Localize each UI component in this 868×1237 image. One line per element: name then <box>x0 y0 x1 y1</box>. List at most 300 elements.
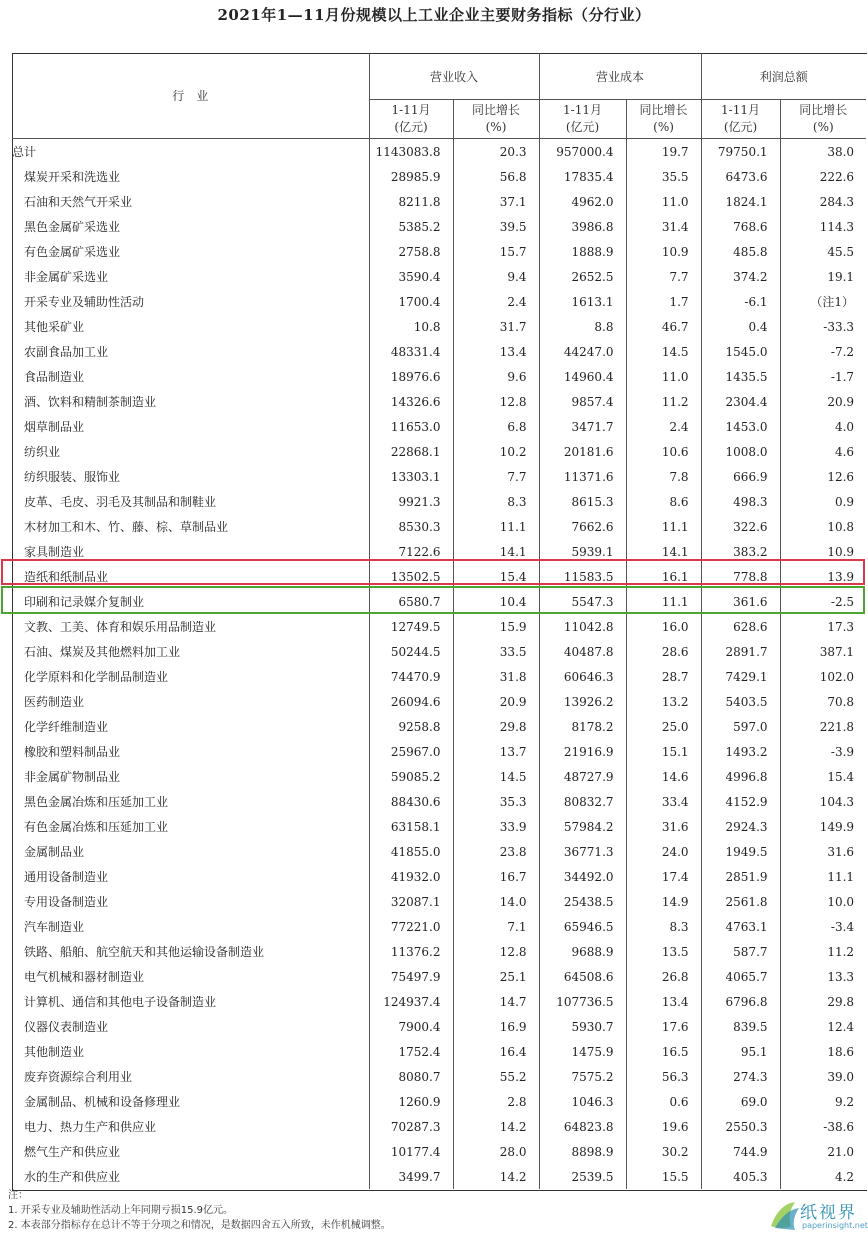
value-cell: 57984.2 <box>539 814 626 839</box>
industry-name: 电力、热力生产和供应业 <box>12 1114 369 1139</box>
value-cell: 60646.3 <box>539 664 626 689</box>
value-cell: 107736.5 <box>539 989 626 1014</box>
industry-name: 文教、工美、体育和娱乐用品制造业 <box>12 614 369 639</box>
table-row <box>12 239 866 264</box>
value-cell: 1888.9 <box>539 239 626 264</box>
value-cell: 9258.8 <box>369 714 453 739</box>
table-body <box>12 139 866 1190</box>
header-revenue: 营业收入 <box>369 53 539 100</box>
table-row <box>12 664 866 689</box>
value-cell: 48727.9 <box>539 764 626 789</box>
value-cell: 744.9 <box>701 1139 780 1164</box>
table-row <box>12 1039 866 1064</box>
value-cell: 28.0 <box>453 1139 539 1164</box>
header-period-value: 1-11月 (亿元) <box>539 100 626 139</box>
industry-name: 水的生产和供应业 <box>12 1164 369 1189</box>
value-cell: 15.4 <box>827 769 855 784</box>
value-cell: 628.6 <box>701 614 780 639</box>
value-cell: 383.2 <box>701 539 780 564</box>
value-cell: 587.7 <box>701 939 780 964</box>
value-cell: -33.3 <box>823 319 855 334</box>
table-row <box>12 939 866 964</box>
industry-name: 黑色金属矿采选业 <box>12 214 369 239</box>
value-cell: 18976.6 <box>369 364 453 389</box>
table-row <box>12 689 866 714</box>
value-cell: 17.4 <box>626 864 701 889</box>
value-cell: 4.2 <box>834 1169 855 1184</box>
logo-subtext: paperinsight.net <box>802 1221 868 1230</box>
value-cell: 274.3 <box>701 1064 780 1089</box>
value-cell: 24.0 <box>626 839 701 864</box>
table-row <box>12 914 866 939</box>
table-row <box>12 739 866 764</box>
value-cell: 8080.7 <box>369 1064 453 1089</box>
value-cell: 4152.9 <box>701 789 780 814</box>
header-period-value: 1-11月 (亿元) <box>369 100 453 139</box>
value-cell: 7122.6 <box>369 539 453 564</box>
value-cell: 25967.0 <box>369 739 453 764</box>
value-cell: 15.1 <box>626 739 701 764</box>
industry-name: 铁路、船舶、航空航天和其他运输设备制造业 <box>12 939 369 964</box>
industry-name: 食品制造业 <box>12 364 369 389</box>
table-row <box>12 1114 866 1139</box>
note-1: 1. 开采专业及辅助性活动上年同期亏损15.9亿元。 <box>8 1205 233 1216</box>
value-cell: -7.2 <box>830 344 855 359</box>
value-cell: 64508.6 <box>539 964 626 989</box>
industry-name: 医药制造业 <box>12 689 369 714</box>
value-cell: 33.9 <box>453 814 539 839</box>
industry-name: 金属制品、机械和设备修理业 <box>12 1089 369 1114</box>
value-cell: -38.6 <box>823 1119 855 1134</box>
value-cell: 7.1 <box>453 914 539 939</box>
value-cell: 2304.4 <box>701 389 780 414</box>
table-row <box>12 389 866 414</box>
value-cell: 1143083.8 <box>369 139 453 165</box>
industry-name: 纺织业 <box>12 439 369 464</box>
table-title: 2021年1—11月份规模以上工业企业主要财务指标（分行业） <box>217 6 651 24</box>
table-row <box>12 139 866 165</box>
value-cell: 36771.3 <box>539 839 626 864</box>
value-cell: 16.9 <box>453 1014 539 1039</box>
value-cell: 1453.0 <box>701 414 780 439</box>
value-cell: 11583.5 <box>539 564 626 589</box>
value-cell: 29.8 <box>827 994 855 1009</box>
table-row <box>12 264 866 289</box>
table-row <box>12 1014 866 1039</box>
value-cell: 7662.6 <box>539 514 626 539</box>
value-cell: 8.3 <box>626 914 701 939</box>
value-cell: 4.6 <box>834 444 855 459</box>
value-cell: 30.2 <box>626 1139 701 1164</box>
value-cell: 8530.3 <box>369 514 453 539</box>
value-cell: 104.3 <box>819 794 855 809</box>
value-cell: 3471.7 <box>539 414 626 439</box>
value-cell: 1752.4 <box>369 1039 453 1064</box>
value-cell: 18.6 <box>827 1044 855 1059</box>
table-row <box>12 839 866 864</box>
value-cell: 11.0 <box>626 189 701 214</box>
value-cell: 485.8 <box>701 239 780 264</box>
industry-name: 通用设备制造业 <box>12 864 369 889</box>
value-cell: 41932.0 <box>369 864 453 889</box>
value-cell: 35.3 <box>453 789 539 814</box>
table-row <box>12 789 866 814</box>
value-cell: 8.3 <box>453 489 539 514</box>
table-row <box>12 964 866 989</box>
table-row <box>12 989 866 1014</box>
value-cell: 41855.0 <box>369 839 453 864</box>
industry-name: 纺织服装、服饰业 <box>12 464 369 489</box>
header-period-value: 1-11月 (亿元) <box>701 100 780 139</box>
logo-text: 纸视界 <box>800 1203 857 1223</box>
value-cell: 17.3 <box>827 619 855 634</box>
value-cell: 56.8 <box>453 164 539 189</box>
value-cell: 11.2 <box>626 389 701 414</box>
value-cell: 15.4 <box>453 564 539 589</box>
value-cell: 839.5 <box>701 1014 780 1039</box>
value-cell: 13502.5 <box>369 564 453 589</box>
header-yoy-growth: 同比增长 (%) <box>780 100 866 139</box>
value-cell: 8.6 <box>626 489 701 514</box>
value-cell: 20.9 <box>827 394 855 409</box>
value-cell: 3986.8 <box>539 214 626 239</box>
value-cell: 2.4 <box>453 289 539 314</box>
value-cell: 2561.8 <box>701 889 780 914</box>
table-row <box>12 289 866 314</box>
value-cell: 1824.1 <box>701 189 780 214</box>
footnotes <box>8 1188 391 1233</box>
table-row <box>12 414 866 439</box>
value-cell: 9.6 <box>453 364 539 389</box>
value-cell: 14.6 <box>626 764 701 789</box>
value-cell: 374.2 <box>701 264 780 289</box>
value-cell: 13926.2 <box>539 689 626 714</box>
value-cell: 44247.0 <box>539 339 626 364</box>
industry-name: 石油、煤炭及其他燃料加工业 <box>12 639 369 664</box>
table-row <box>12 314 866 339</box>
table-row <box>12 189 866 214</box>
value-cell: 31.4 <box>626 214 701 239</box>
value-cell: 7.7 <box>453 464 539 489</box>
value-cell: 4065.7 <box>701 964 780 989</box>
value-cell: 13303.1 <box>369 464 453 489</box>
value-cell: 10.8 <box>369 314 453 339</box>
industry-name: 橡胶和塑料制品业 <box>12 739 369 764</box>
industry-name: 印刷和记录媒介复制业 <box>12 589 369 614</box>
value-cell: 1260.9 <box>369 1089 453 1114</box>
table-row <box>12 364 866 389</box>
value-cell: 284.3 <box>819 194 855 209</box>
industry-name: 开采专业及辅助性活动 <box>12 289 369 314</box>
industry-name: 农副食品加工业 <box>12 339 369 364</box>
value-cell: 16.5 <box>626 1039 701 1064</box>
value-cell: 14960.4 <box>539 364 626 389</box>
value-cell: 26094.6 <box>369 689 453 714</box>
value-cell: 11042.8 <box>539 614 626 639</box>
value-cell: 16.0 <box>626 614 701 639</box>
value-cell: 2891.7 <box>701 639 780 664</box>
value-cell: 6473.6 <box>701 164 780 189</box>
industry-name: 专用设备制造业 <box>12 889 369 914</box>
value-cell: 35.5 <box>626 164 701 189</box>
value-cell: 1046.3 <box>539 1089 626 1114</box>
industry-name: 非金属矿物制品业 <box>12 764 369 789</box>
value-cell: 16.4 <box>453 1039 539 1064</box>
highlight-box-paper <box>1 559 865 585</box>
value-cell: 13.2 <box>626 689 701 714</box>
table-row <box>12 164 866 189</box>
value-cell: 768.6 <box>701 214 780 239</box>
value-cell: 65946.5 <box>539 914 626 939</box>
value-cell: 31.8 <box>453 664 539 689</box>
value-cell: 7429.1 <box>701 664 780 689</box>
value-cell: 8615.3 <box>539 489 626 514</box>
header-yoy-growth: 同比增长 (%) <box>453 100 539 139</box>
table-row <box>12 339 866 364</box>
industry-name: 燃气生产和供应业 <box>12 1139 369 1164</box>
value-cell: 19.6 <box>626 1114 701 1139</box>
value-cell: 17.6 <box>626 1014 701 1039</box>
value-cell: 46.7 <box>626 314 701 339</box>
industry-name: 汽车制造业 <box>12 914 369 939</box>
value-cell: 9688.9 <box>539 939 626 964</box>
value-cell: 77221.0 <box>369 914 453 939</box>
financial-table <box>12 53 866 1189</box>
industry-name: 有色金属冶炼和压延加工业 <box>12 814 369 839</box>
table-row <box>12 764 866 789</box>
table-row <box>12 214 866 239</box>
value-cell: 95.1 <box>701 1039 780 1064</box>
value-cell: 11.0 <box>626 364 701 389</box>
value-cell: 11653.0 <box>369 414 453 439</box>
industry-name: 非金属矿采选业 <box>12 264 369 289</box>
value-cell: 6.8 <box>453 414 539 439</box>
value-cell: 32087.1 <box>369 889 453 914</box>
value-cell: 1008.0 <box>701 439 780 464</box>
value-cell: 10.6 <box>626 439 701 464</box>
value-cell: 38.0 <box>827 144 855 159</box>
value-cell: 9.4 <box>453 264 539 289</box>
value-cell: 1493.2 <box>701 739 780 764</box>
value-cell: 56.3 <box>626 1064 701 1089</box>
note-heading: 注： <box>8 1190 28 1201</box>
industry-name: 化学纤维制造业 <box>12 714 369 739</box>
value-cell: 37.1 <box>453 189 539 214</box>
value-cell: 69.0 <box>701 1089 780 1114</box>
value-cell: 6796.8 <box>701 989 780 1014</box>
value-cell: 2924.3 <box>701 814 780 839</box>
industry-name: 其他采矿业 <box>12 314 369 339</box>
value-cell: 79750.1 <box>701 139 780 165</box>
value-cell: 13.5 <box>626 939 701 964</box>
value-cell: 7.7 <box>626 264 701 289</box>
value-cell: 33.4 <box>626 789 701 814</box>
table-row <box>12 1064 866 1089</box>
value-cell: 322.6 <box>701 514 780 539</box>
value-cell: 45.5 <box>827 244 855 259</box>
value-cell: 14.1 <box>453 539 539 564</box>
table-row <box>12 614 866 639</box>
value-cell: 1613.1 <box>539 289 626 314</box>
value-cell: 11.1 <box>827 869 855 884</box>
value-cell: 149.9 <box>819 819 855 834</box>
value-cell: 8.8 <box>539 314 626 339</box>
value-cell: 11.2 <box>827 944 855 959</box>
value-cell: 0.6 <box>626 1089 701 1114</box>
value-cell: 11.1 <box>453 514 539 539</box>
value-cell: 14.1 <box>626 539 701 564</box>
industry-name: 造纸和纸制品业 <box>12 564 369 589</box>
table-row <box>12 889 866 914</box>
table-row <box>12 514 866 539</box>
value-cell: 2851.9 <box>701 864 780 889</box>
table-row <box>12 814 866 839</box>
value-cell: 12749.5 <box>369 614 453 639</box>
industry-name: 木材加工和木、竹、藤、棕、草制品业 <box>12 514 369 539</box>
industry-name: 废弃资源综合利用业 <box>12 1064 369 1089</box>
value-cell: 7900.4 <box>369 1014 453 1039</box>
value-cell: 10.0 <box>827 894 855 909</box>
value-cell: （注1） <box>810 295 855 309</box>
value-cell: 16.1 <box>626 564 701 589</box>
value-cell: 50244.5 <box>369 639 453 664</box>
value-cell: 387.1 <box>819 644 855 659</box>
value-cell: 19.1 <box>827 269 855 284</box>
table-row <box>12 864 866 889</box>
value-cell: 25.1 <box>453 964 539 989</box>
highlight-box-printing <box>1 586 865 614</box>
value-cell: 597.0 <box>701 714 780 739</box>
value-cell: 11.1 <box>626 589 701 614</box>
industry-name: 烟草制品业 <box>12 414 369 439</box>
value-cell: 20181.6 <box>539 439 626 464</box>
table-row <box>12 714 866 739</box>
value-cell: 10.2 <box>453 439 539 464</box>
value-cell: 13.4 <box>626 989 701 1014</box>
value-cell: 8211.8 <box>369 189 453 214</box>
value-cell: 11.1 <box>626 514 701 539</box>
value-cell: 4.0 <box>834 419 855 434</box>
industry-name: 石油和天然气开采业 <box>12 189 369 214</box>
value-cell: 14.2 <box>453 1114 539 1139</box>
industry-name: 煤炭开采和洗选业 <box>12 164 369 189</box>
value-cell: 80832.7 <box>539 789 626 814</box>
table-row <box>12 1089 866 1114</box>
value-cell: 25438.5 <box>539 889 626 914</box>
value-cell: 28985.9 <box>369 164 453 189</box>
value-cell: 102.0 <box>819 669 855 684</box>
value-cell: 31.6 <box>626 814 701 839</box>
value-cell: -1.7 <box>830 369 855 384</box>
value-cell: 5939.1 <box>539 539 626 564</box>
value-cell: 1700.4 <box>369 289 453 314</box>
value-cell: 20.9 <box>453 689 539 714</box>
table-row <box>12 1164 866 1189</box>
value-cell: 31.7 <box>453 314 539 339</box>
value-cell: 16.7 <box>453 864 539 889</box>
value-cell: 1435.5 <box>701 364 780 389</box>
value-cell: 21.0 <box>827 1144 855 1159</box>
value-cell: 10177.4 <box>369 1139 453 1164</box>
value-cell: -2.5 <box>830 594 855 609</box>
value-cell: 64823.8 <box>539 1114 626 1139</box>
value-cell: 33.5 <box>453 639 539 664</box>
value-cell: 10.8 <box>827 519 855 534</box>
value-cell: 15.9 <box>453 614 539 639</box>
value-cell: 74470.9 <box>369 664 453 689</box>
table-row <box>12 439 866 464</box>
value-cell: 12.8 <box>453 939 539 964</box>
industry-name: 电气机械和器材制造业 <box>12 964 369 989</box>
value-cell: 10.4 <box>453 589 539 614</box>
value-cell: 12.6 <box>827 469 855 484</box>
industry-name: 皮革、毛皮、羽毛及其制品和制鞋业 <box>12 489 369 514</box>
value-cell: 21916.9 <box>539 739 626 764</box>
value-cell: 666.9 <box>701 464 780 489</box>
value-cell: -3.4 <box>830 919 855 934</box>
value-cell: 15.5 <box>626 1164 701 1189</box>
header-profit: 利润总额 <box>701 53 866 100</box>
value-cell: 75497.9 <box>369 964 453 989</box>
value-cell: 13.4 <box>453 339 539 364</box>
header-industry: 行 业 <box>12 53 369 139</box>
table-row <box>12 464 866 489</box>
value-cell: 28.7 <box>626 664 701 689</box>
value-cell: 4962.0 <box>539 189 626 214</box>
value-cell: 361.6 <box>701 589 780 614</box>
value-cell: 15.7 <box>453 239 539 264</box>
value-cell: 2652.5 <box>539 264 626 289</box>
value-cell: 1475.9 <box>539 1039 626 1064</box>
value-cell: 9857.4 <box>539 389 626 414</box>
value-cell: 70287.3 <box>369 1114 453 1139</box>
value-cell: 14.9 <box>626 889 701 914</box>
value-cell: 55.2 <box>453 1064 539 1089</box>
value-cell: 2.4 <box>626 414 701 439</box>
value-cell: 957000.4 <box>539 139 626 165</box>
value-cell: 40487.8 <box>539 639 626 664</box>
value-cell: 9.2 <box>834 1094 855 1109</box>
value-cell: 14.0 <box>453 889 539 914</box>
value-cell: 29.8 <box>453 714 539 739</box>
value-cell: 39.0 <box>827 1069 855 1084</box>
value-cell: 5547.3 <box>539 589 626 614</box>
note-2: 2. 本表部分指标存在总计不等于分项之和情况，是数据四舍五入所致，未作机械调整。 <box>8 1220 391 1231</box>
value-cell: 39.5 <box>453 214 539 239</box>
value-cell: 4763.1 <box>701 914 780 939</box>
value-cell: 11371.6 <box>539 464 626 489</box>
value-cell: 14.2 <box>453 1164 539 1189</box>
value-cell: 26.8 <box>626 964 701 989</box>
industry-name: 黑色金属冶炼和压延加工业 <box>12 789 369 814</box>
value-cell: 31.6 <box>827 844 855 859</box>
value-cell: 10.9 <box>827 544 855 559</box>
value-cell: 7575.2 <box>539 1064 626 1089</box>
value-cell: 13.9 <box>827 569 855 584</box>
table-row <box>12 1139 866 1164</box>
value-cell: 0.4 <box>701 314 780 339</box>
value-cell: 23.8 <box>453 839 539 864</box>
value-cell: 17835.4 <box>539 164 626 189</box>
value-cell: 3499.7 <box>369 1164 453 1189</box>
table-row <box>12 489 866 514</box>
value-cell: 1545.0 <box>701 339 780 364</box>
value-cell: 405.3 <box>701 1164 780 1189</box>
value-cell: 70.8 <box>827 694 855 709</box>
value-cell: 2550.3 <box>701 1114 780 1139</box>
industry-name: 家具制造业 <box>12 539 369 564</box>
value-cell: 498.3 <box>701 489 780 514</box>
